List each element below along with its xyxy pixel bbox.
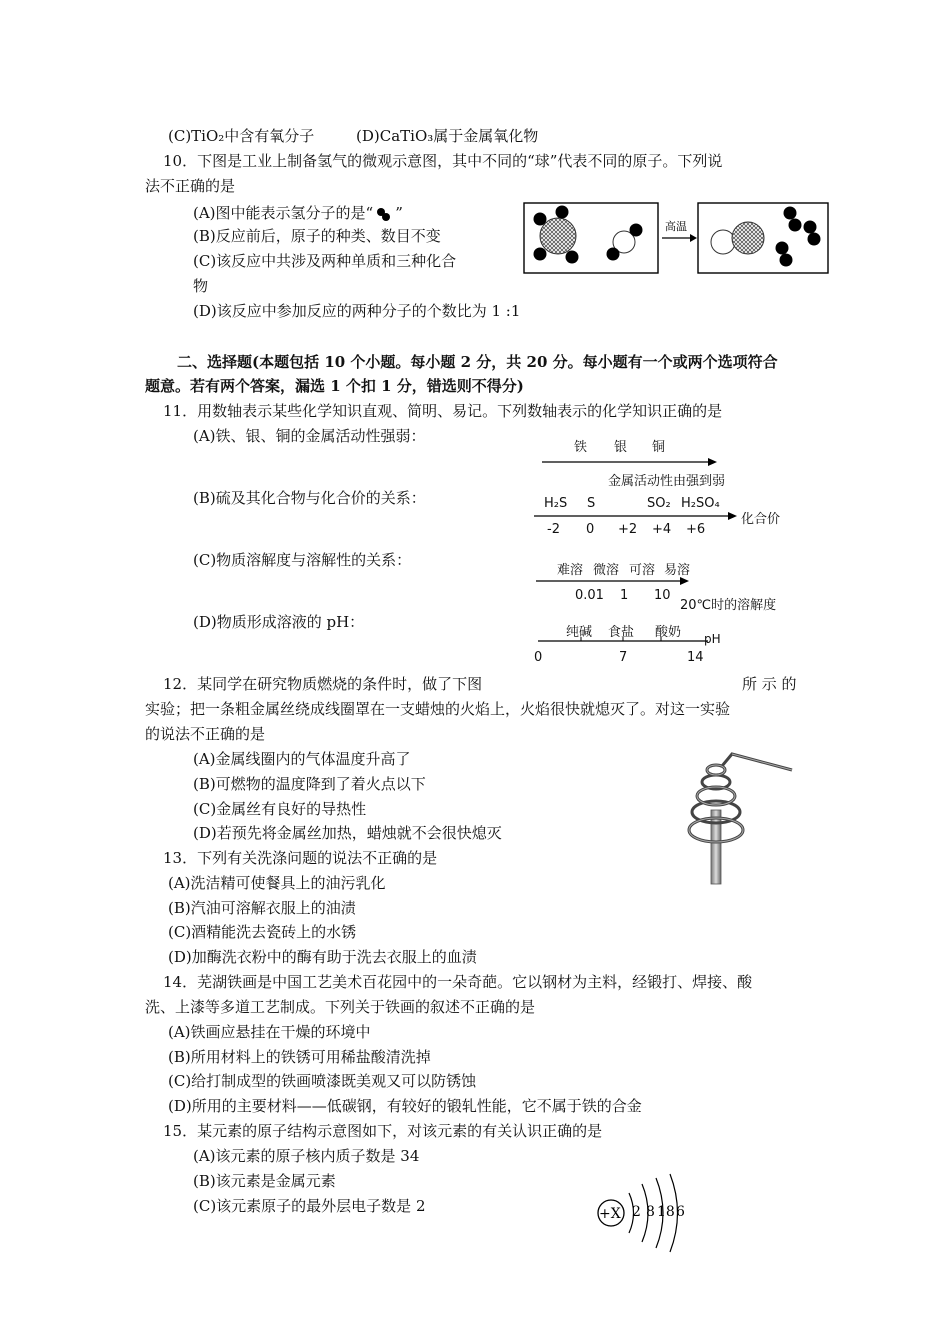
axis-b-so2: SO₂ [647,496,671,511]
hydrogen-atom [534,213,547,226]
axis-c-line [534,576,694,588]
hydrogen-atom [630,224,643,237]
shell-3-electrons: 18 [657,1204,675,1220]
hydrogen-molecule-icon [373,206,395,222]
q14-option-a: (A)铁画应悬挂在干燥的环境中 [168,1023,371,1041]
axis-c-label: 20℃时的溶解度 [680,598,777,613]
q14-stem-line1: 14．芜湖铁画是中国工艺美术百花园中的一朵奇葩。它以钢材为主料，经锻打、焊接、酸 [163,973,753,991]
section2-title-line2: 题意。若有两个答案，漏选 1 个扣 1 分，错选则不得分) [145,377,524,395]
axis-d-tick: 0 [534,650,543,665]
axis-b-tick: +4 [652,522,672,537]
axis-d-line [536,637,716,647]
axis-b-tick: +6 [686,522,706,537]
axis-a-line [540,457,720,467]
axis-d-tick: 7 [619,650,628,665]
q15-option-b: (B)该元素是金属元素 [193,1172,336,1190]
q10-option-a-prefix: (A)图中能表示氢分子的是“ [193,204,374,222]
oxygen-atom [711,230,735,254]
axis-a-item-copper: 铜 [652,440,666,455]
q12-option-a: (A)金属线圈内的气体温度升高了 [193,750,411,768]
q10-stem-line1: 10．下图是工业上制备氢气的微观示意图，其中不同的“球”代表不同的原子。下列说 [163,152,723,170]
axis-a-label: 金属活动性由强到弱 [608,474,726,489]
axis-c-tick: 10 [654,588,671,603]
nucleus-label: +X [599,1206,621,1222]
carbon-atom [732,222,764,254]
axis-c-slightly: 微溶 [593,563,620,578]
q12-stem-line2: 实验；把一条粗金属丝绕成线圈罩在一支蜡烛的火焰上，火焰很快就熄灭了。对这一实验 [145,700,731,718]
q11-stem: 11．用数轴表示某些化学知识直观、简明、易记。下列数轴表示的化学知识正确的是 [163,402,723,420]
q14-stem-line2: 洗、上漆等多道工艺制成。下列关于铁画的叙述不正确的是 [145,998,536,1016]
q11-option-c: (C)物质溶解度与溶解性的关系： [193,551,412,569]
q11-option-d: (D)物质形成溶液的 pH： [193,613,365,631]
arrow-label: 高温 [665,220,687,233]
axis-a-item-iron: 铁 [574,440,588,455]
q10-stem-line2: 法不正确的是 [145,177,236,195]
axis-b-tick: +2 [618,522,638,537]
q10-option-a [193,203,403,223]
q10-option-b: (B)反应前后，原子的种类、数目不变 [193,227,441,245]
q10-option-d: (D)该反应中参加反应的两种分子的个数比为 1 :1 [193,302,521,320]
q13-stem: 13．下列有关洗涤问题的说法不正确的是 [163,849,438,867]
axis-c-tick: 0.01 [575,588,604,603]
coil-candle-illustration [680,750,800,888]
q13-option-b: (B)汽油可溶解衣服上的油渍 [168,899,356,917]
q10-option-c-line1: (C)该反应中共涉及两种单质和三种化合 [193,252,457,270]
axis-d-salt: 食盐 [608,625,635,640]
axis-c-soluble: 可溶 [629,563,656,578]
axis-c-insoluble: 难溶 [557,563,584,578]
axis-b-h2so4: H₂SO₄ [681,496,720,511]
shell-4-electrons: 6 [676,1204,685,1220]
axis-d-yogurt: 酸奶 [655,625,682,640]
section2-title-line1: 二、选择题(本题包括 10 个小题。每小题 2 分，共 20 分。每小题有一个或两个选项符合 [177,353,778,371]
shell-1-electrons: 2 [632,1204,641,1220]
q12-stem-line1-right: 所 示 的 [742,675,797,693]
q13-option-c: (C)酒精能洗去瓷砖上的水锈 [168,923,357,941]
q15-stem: 15．某元素的原子结构示意图如下，对该元素的有关认识正确的是 [163,1122,603,1140]
axis-b-tick: 0 [586,522,595,537]
q14-option-c: (C)给打制成型的铁画喷漆既美观又可以防锈蚀 [168,1072,477,1090]
q13-option-a: (A)洗洁精可使餐具上的油污乳化 [168,874,386,892]
q11-option-b: (B)硫及其化合物与化合价的关系： [193,489,426,507]
hydrogen-atom [556,206,569,219]
q12-option-c: (C)金属丝有良好的导热性 [193,800,367,818]
q14-option-b: (B)所用材料上的铁锈可用稀盐酸清洗掉 [168,1048,431,1066]
hydrogen-atom [566,251,579,264]
q12-option-d: (D)若预先将金属丝加热，蜡烛就不会很快熄灭 [193,824,502,842]
axis-b-label: 化合价 [741,512,781,527]
hydrogen-atom [607,248,620,261]
axis-d-soda: 纯碱 [566,625,593,640]
q11-option-a: (A)铁、银、铜的金属活动性强弱： [193,427,426,445]
q15-option-a: (A)该元素的原子核内质子数是 34 [193,1147,420,1165]
q9-option-d: (D)CaTiO₃属于金属氧化物 [356,127,539,145]
q12-stem-line3: 的说法不正确的是 [145,725,266,743]
candle [711,810,721,884]
q15-option-c: (C)该元素原子的最外层电子数是 2 [193,1197,426,1215]
axis-d-label: pH [704,632,721,646]
q9-option-c: (C)TiO₂中含有氧分子 [168,127,315,145]
axis-d-tick: 14 [687,650,704,665]
axis-b-s: S [587,496,596,511]
atom-structure-diagram [592,1168,702,1228]
q13-option-d: (D)加酶洗衣粉中的酶有助于洗去衣服上的血渍 [168,948,477,966]
shell-2-electrons: 8 [646,1204,655,1220]
axis-b-h2s: H₂S [544,496,568,511]
q12-stem-line1: 12．某同学在研究物质燃烧的条件时，做了下图 [163,675,483,693]
axis-b-tick: -2 [547,522,560,537]
reaction-diagram [520,200,832,278]
hydrogen-atom [534,248,547,261]
q12-option-b: (B)可燃物的温度降到了着火点以下 [193,775,426,793]
q14-option-d: (D)所用的主要材料——低碳钢，有较好的锻轧性能，它不属于铁的合金 [168,1097,642,1115]
axis-c-tick: 1 [620,588,629,603]
axis-c-very-soluble: 易溶 [664,563,691,578]
axis-a-item-silver: 银 [614,440,628,455]
q10-option-a-suffix: ” [395,204,403,222]
q10-option-c-line2: 物 [193,277,209,295]
carbon-atom [540,218,576,254]
